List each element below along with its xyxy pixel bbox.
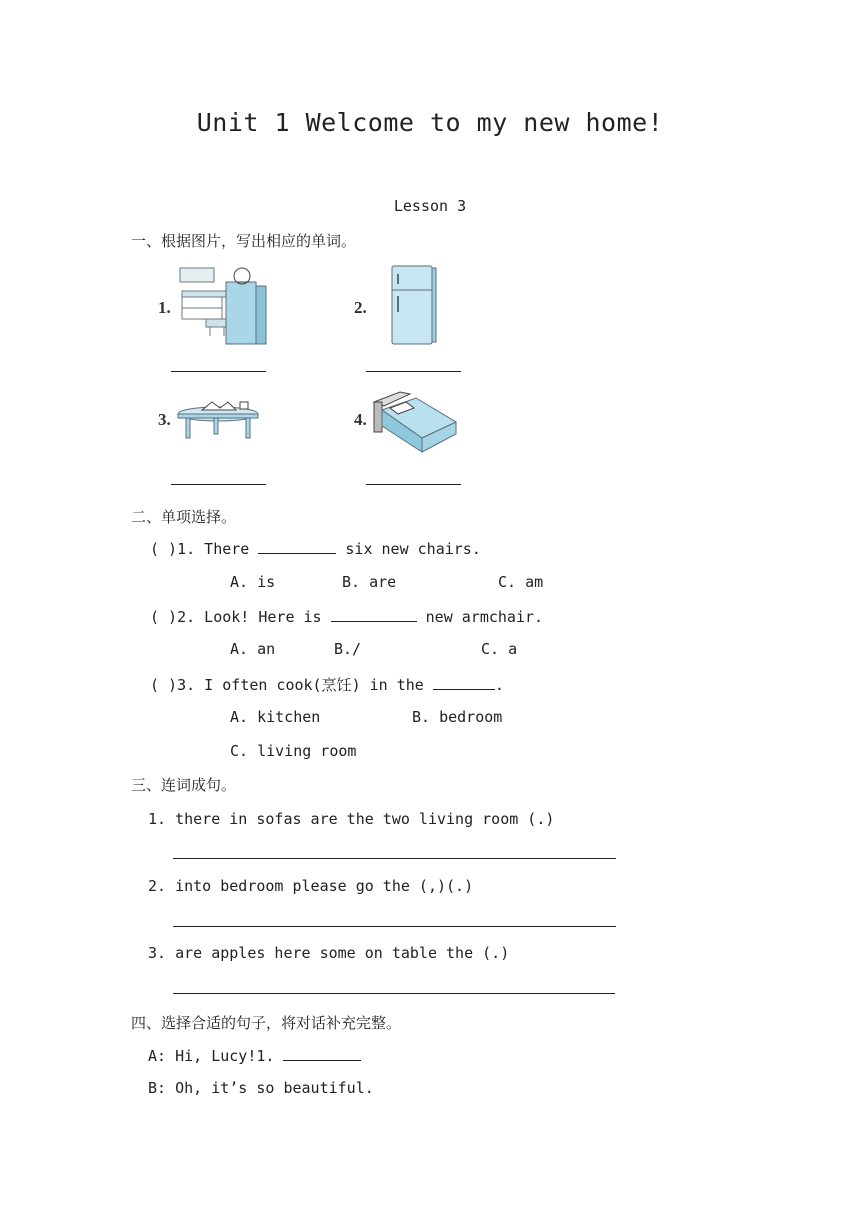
picture-2 — [354, 264, 444, 348]
dialogue-line-1 — [148, 1046, 361, 1065]
table-icon — [174, 392, 262, 444]
q1-option-c[interactable]: C. am — [498, 573, 544, 591]
reorder-answer-line-1[interactable] — [173, 858, 616, 859]
dialogue-line-1-text: A: Hi, Lucy!1. — [148, 1047, 275, 1065]
reorder-item-3: 3. are apples here some on table the (.) — [148, 944, 510, 962]
page-title: Unit 1 Welcome to my new home! — [196, 108, 664, 137]
kitchen-icon — [176, 264, 270, 346]
reorder-answer-line-3[interactable] — [173, 993, 615, 994]
fridge-icon — [388, 264, 438, 348]
picture-number: 2. — [354, 298, 367, 317]
answer-line-4[interactable] — [366, 484, 461, 485]
lesson-label: Lesson 3 — [393, 197, 467, 215]
reorder-item-1: 1. there in sofas are the two living room (.) — [148, 810, 555, 828]
picture-number: 1. — [158, 298, 171, 317]
q3-option-c[interactable]: C. living room — [230, 742, 357, 760]
picture-number: 3. — [158, 410, 171, 429]
q2-option-a[interactable]: A. an — [230, 640, 276, 658]
answer-line-3[interactable] — [171, 484, 266, 485]
question-1-lead: ( )1. There — [150, 540, 250, 558]
q1-option-b[interactable]: B. are — [342, 573, 397, 591]
picture-1 — [158, 264, 270, 346]
picture-3 — [158, 392, 262, 444]
question-1 — [150, 539, 481, 558]
picture-4 — [354, 388, 458, 456]
question-1-blank[interactable] — [258, 539, 336, 554]
question-3-blank[interactable] — [433, 675, 495, 690]
q3-option-b[interactable]: B. bedroom — [412, 708, 503, 726]
question-3-tail: . — [494, 676, 504, 694]
reorder-item-2: 2. into bedroom please go the (,)(.) — [148, 877, 474, 895]
question-2 — [150, 607, 543, 626]
bed-icon — [370, 388, 458, 456]
reorder-answer-line-2[interactable] — [173, 926, 616, 927]
dialogue-line-2: B: Oh, it’s so beautiful. — [148, 1079, 374, 1097]
section1-heading: 一、根据图片，写出相应的单词。 — [131, 232, 357, 250]
question-3 — [150, 674, 504, 695]
picture-number: 4. — [354, 410, 367, 429]
question-2-lead: ( )2. Look! Here is — [150, 608, 322, 626]
q3-option-a[interactable]: A. kitchen — [230, 708, 321, 726]
section3-heading: 三、连词成句。 — [131, 776, 237, 794]
question-2-tail: new armchair. — [425, 608, 544, 626]
section4-heading: 四、选择合适的句子，将对话补充完整。 — [131, 1014, 402, 1032]
question-1-tail: six new chairs. — [345, 540, 481, 558]
section2-heading: 二、单项选择。 — [131, 508, 237, 526]
question-3-lead: ( )3. I often cook(烹饪) in the — [150, 676, 424, 694]
q1-option-a[interactable]: A. is — [230, 573, 276, 591]
answer-line-1[interactable] — [171, 371, 266, 372]
answer-line-2[interactable] — [366, 371, 461, 372]
question-2-blank[interactable] — [331, 607, 417, 622]
q2-option-b[interactable]: B./ — [334, 640, 362, 658]
q2-option-c[interactable]: C. a — [481, 640, 518, 658]
dialogue-blank-1[interactable] — [283, 1046, 361, 1061]
